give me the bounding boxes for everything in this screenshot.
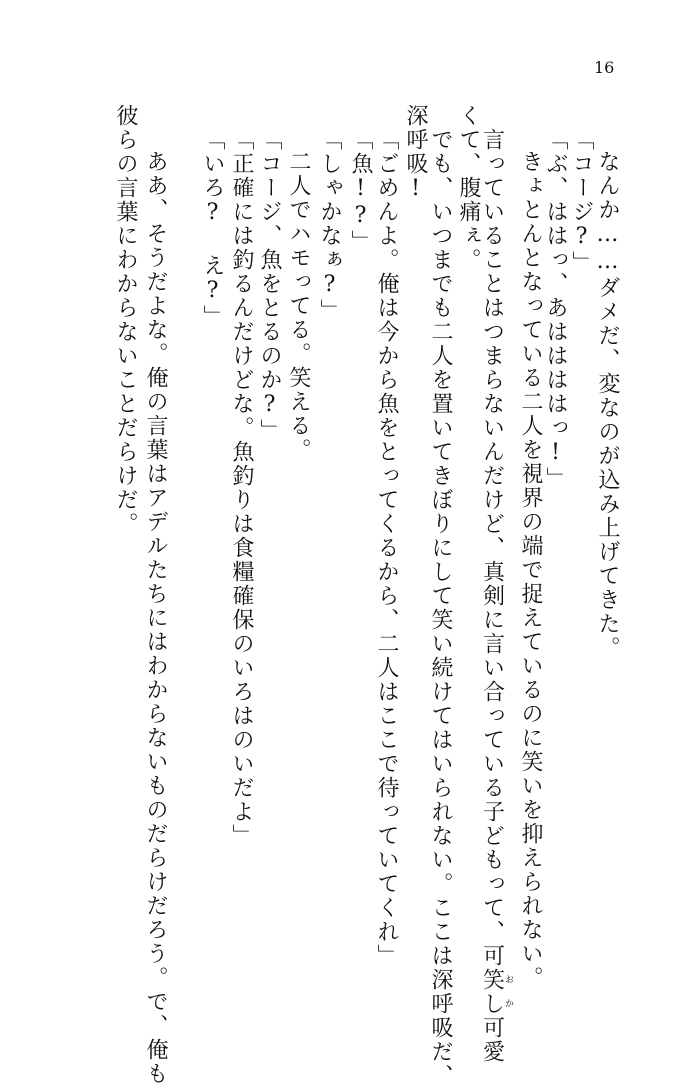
text-line-4: きょとんとなっている二人を視界の端で捉えているのに笑いを抑えられない。 — [518, 150, 543, 990]
text-line-6: くて、腹痛ぇ。 — [456, 104, 481, 272]
text-line-11: 「しゃかなぁ?」 — [317, 128, 342, 323]
page-number: 16 — [594, 58, 615, 77]
text-line-16: ああ、そうだよな。俺の言葉はアデルたちにはわからないものだらけだろう。で、俺も — [143, 150, 168, 1086]
text-line-5 — [479, 128, 513, 1064]
text-line-7: でも、いつまでも二人を置いてきぼりにして笑い続けてはいられない。ここは深呼吸だ、 — [428, 128, 453, 1088]
text-line-5-ruby — [479, 968, 513, 1016]
text-line-14: 「正確には釣るんだけどな。魚釣りは食糧確保のいろはのいだよ」 — [229, 128, 254, 848]
text-line-9: 「ごめんよ。俺は今から魚をとってくるから、二人はここで待っていてくれ」 — [374, 128, 399, 968]
text-line-12: 二人でハモってる。笑える。 — [286, 150, 311, 462]
text-line-15: 「いろ? え?」 — [200, 128, 225, 329]
text-line-10: 「魚!?」 — [348, 128, 373, 254]
text-line-13: 「コージ、魚をとるのか?」 — [257, 128, 282, 443]
text-line-3: 「ぶ、ははっ、あははははっ!」 — [543, 128, 568, 491]
ruby-reading: おか — [503, 968, 513, 1016]
text-line-1: なんか……ダメだ、変なのが込み上げてきた。 — [595, 150, 620, 660]
text-line-5-tail: 可愛 — [479, 1016, 505, 1064]
ruby-base: 笑し — [479, 968, 505, 1016]
text-line-8: 深呼吸! — [403, 104, 428, 203]
text-line-5-body: 言っていることはつまらないんだけど、真剣に言い合っている子どもって、可 — [479, 128, 505, 968]
text-line-2: 「コージ?」 — [569, 128, 594, 275]
text-line-17: 彼らの言葉にわからないことだらけだ。 — [113, 104, 138, 536]
